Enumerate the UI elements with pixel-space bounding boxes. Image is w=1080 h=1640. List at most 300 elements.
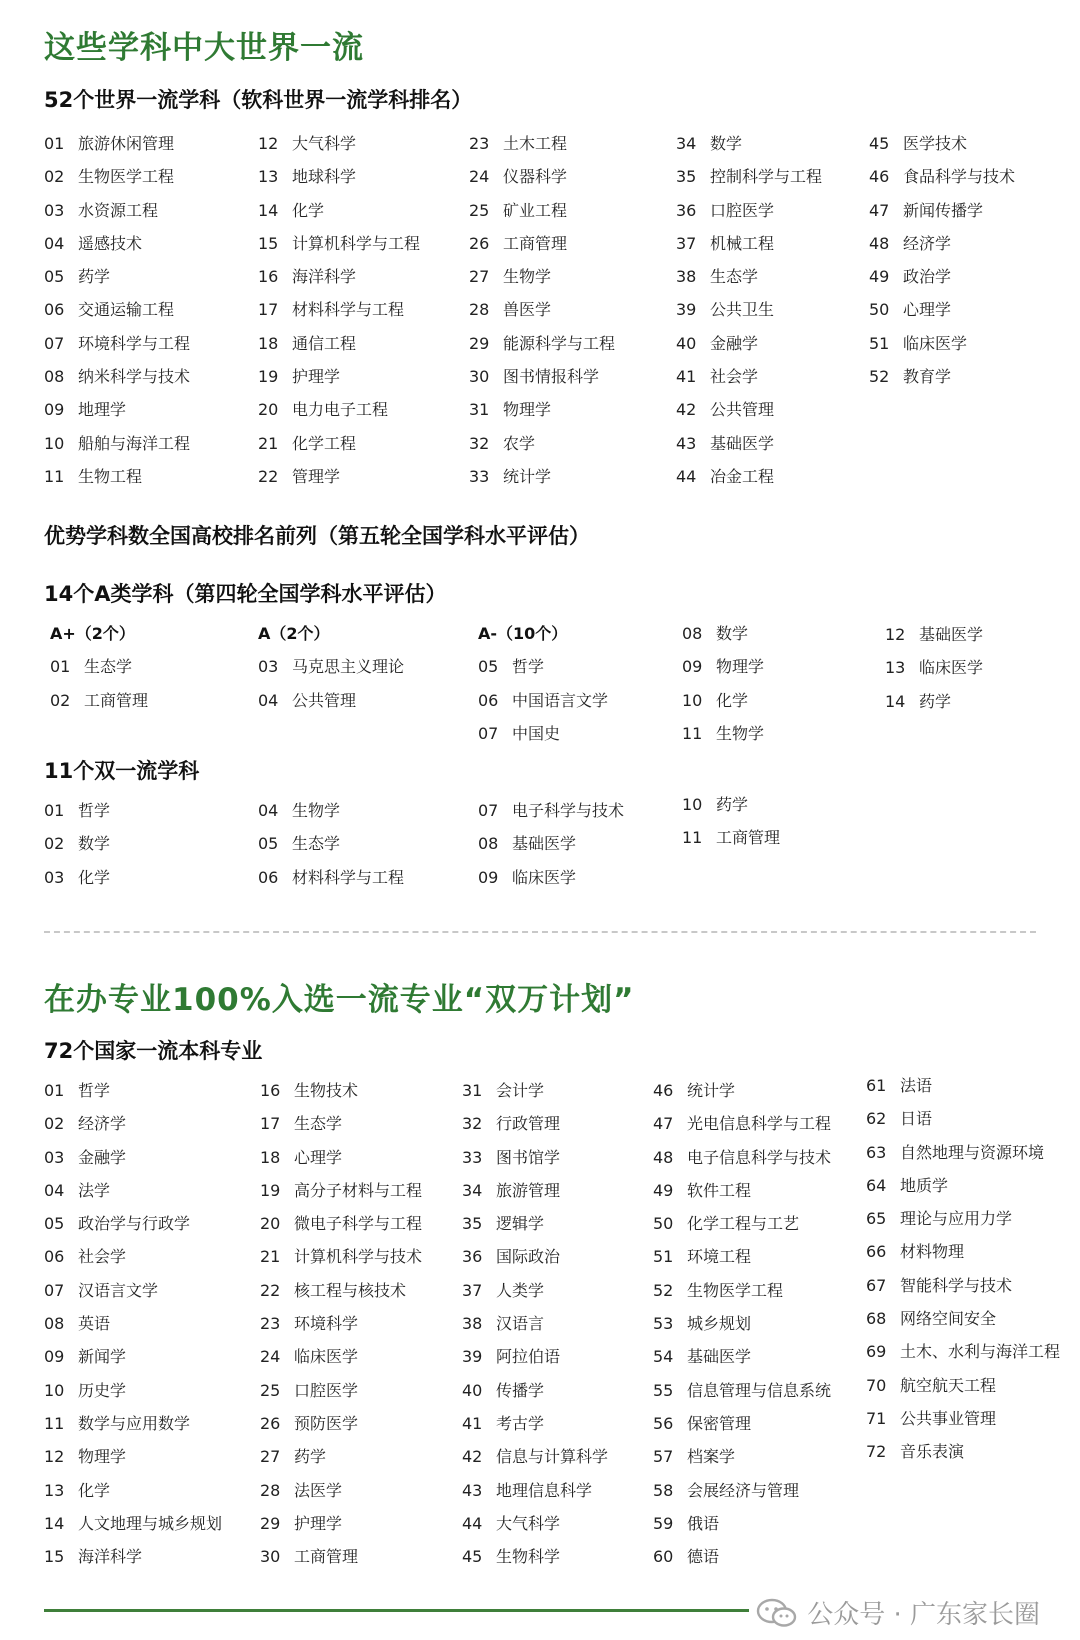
list-item bbox=[462, 1141, 608, 1174]
item-label: 交通运输工程 bbox=[78, 300, 175, 320]
list-item bbox=[653, 1507, 831, 1540]
item-number: 18 bbox=[258, 333, 279, 353]
item-number: 71 bbox=[866, 1408, 887, 1428]
item-number: 20 bbox=[260, 1214, 281, 1234]
list-item bbox=[478, 861, 624, 894]
a-col-4 bbox=[682, 617, 764, 750]
item-label: 旅游管理 bbox=[496, 1180, 561, 1200]
item-number: 31 bbox=[462, 1081, 483, 1100]
item-number: 02 bbox=[50, 690, 71, 710]
list-item bbox=[462, 1407, 608, 1440]
list-item bbox=[866, 1169, 1060, 1202]
item-number: 07 bbox=[44, 333, 65, 353]
item-label: 新闻传播学 bbox=[903, 200, 984, 220]
item-label: 高分子材料与工程 bbox=[294, 1180, 423, 1200]
item-number: 02 bbox=[44, 167, 65, 187]
list-item bbox=[258, 327, 420, 360]
item-number: 68 bbox=[866, 1309, 887, 1329]
list-item bbox=[44, 1540, 222, 1573]
item-label: 生物学 bbox=[503, 267, 552, 287]
list-item bbox=[50, 650, 148, 683]
list-item bbox=[258, 650, 404, 683]
item-label: 环境工程 bbox=[687, 1247, 752, 1267]
list-item bbox=[676, 460, 822, 493]
item-label: 生态学 bbox=[710, 267, 759, 287]
item-label: 网络空间安全 bbox=[900, 1309, 997, 1329]
item-label: 物理学 bbox=[716, 657, 765, 677]
list-item bbox=[469, 360, 615, 393]
item-label: 药学 bbox=[716, 795, 749, 814]
item-number: 72 bbox=[866, 1442, 887, 1462]
list-item bbox=[44, 1507, 222, 1540]
item-label: 信息与计算科学 bbox=[496, 1447, 609, 1467]
item-label: 兽医学 bbox=[503, 300, 552, 320]
list-item bbox=[478, 684, 608, 717]
list-item bbox=[869, 127, 1015, 160]
item-number: 01 bbox=[44, 801, 65, 820]
item-label: 计算机科学与工程 bbox=[292, 233, 421, 253]
item-label: 化学工程 bbox=[292, 433, 357, 453]
list-item bbox=[44, 1374, 222, 1407]
item-number: 32 bbox=[469, 433, 490, 453]
list-item bbox=[260, 1107, 422, 1140]
item-label: 地球科学 bbox=[292, 167, 357, 187]
item-label: 环境科学 bbox=[294, 1314, 359, 1334]
item-number: 43 bbox=[676, 433, 697, 453]
item-label: 会展经济与管理 bbox=[687, 1480, 800, 1500]
list-item bbox=[258, 794, 404, 827]
item-label: 心理学 bbox=[903, 300, 952, 320]
item-number: 04 bbox=[44, 1180, 65, 1200]
item-number: 09 bbox=[44, 1347, 65, 1367]
item-label: 人类学 bbox=[496, 1280, 545, 1300]
list-item bbox=[869, 327, 1015, 360]
list-item bbox=[44, 827, 110, 860]
item-label: 公共事业管理 bbox=[900, 1408, 997, 1428]
item-label: 基础医学 bbox=[919, 625, 984, 644]
item-label: 英语 bbox=[78, 1314, 111, 1334]
item-label: 信息管理与信息系统 bbox=[687, 1380, 832, 1400]
list-item bbox=[44, 127, 190, 160]
item-number: 60 bbox=[653, 1547, 674, 1567]
item-number: 49 bbox=[653, 1180, 674, 1200]
list-item bbox=[653, 1240, 831, 1273]
item-label: 公共管理 bbox=[292, 690, 357, 710]
item-label: 德语 bbox=[687, 1547, 720, 1567]
list-item bbox=[258, 360, 420, 393]
list-item bbox=[676, 360, 822, 393]
item-number: 48 bbox=[653, 1147, 674, 1167]
item-number: 12 bbox=[258, 134, 279, 153]
item-number: 39 bbox=[676, 300, 697, 320]
item-number: 02 bbox=[44, 834, 65, 854]
list-item bbox=[869, 360, 1015, 393]
item-label: 遥感技术 bbox=[78, 233, 143, 253]
item-label: 数学 bbox=[78, 834, 111, 854]
item-number: 38 bbox=[462, 1314, 483, 1334]
major-col-1 bbox=[44, 1074, 222, 1573]
item-label: 地质学 bbox=[900, 1175, 949, 1195]
item-label: 会计学 bbox=[496, 1081, 545, 1100]
item-number: 35 bbox=[676, 167, 697, 187]
list-item bbox=[653, 1274, 831, 1307]
list-item bbox=[258, 393, 420, 426]
item-number: 19 bbox=[258, 367, 279, 387]
list-item bbox=[676, 293, 822, 326]
item-label: 土木、水利与海洋工程 bbox=[900, 1342, 1061, 1362]
item-number: 69 bbox=[866, 1342, 887, 1362]
item-number: 27 bbox=[469, 267, 490, 287]
item-label: 生物医学工程 bbox=[78, 167, 175, 187]
item-number: 09 bbox=[682, 657, 703, 677]
item-number: 52 bbox=[869, 367, 890, 387]
list-item bbox=[260, 1240, 422, 1273]
item-number: 21 bbox=[258, 433, 279, 453]
item-number: 05 bbox=[478, 657, 499, 677]
list-item bbox=[260, 1374, 422, 1407]
item-number: 37 bbox=[462, 1280, 483, 1300]
a-items bbox=[258, 650, 404, 717]
list-item bbox=[478, 717, 608, 750]
item-label: 临床医学 bbox=[512, 867, 577, 887]
item-number: 45 bbox=[869, 134, 890, 153]
item-number: 25 bbox=[469, 200, 490, 220]
item-number: 33 bbox=[462, 1147, 483, 1167]
item-number: 42 bbox=[462, 1447, 483, 1467]
item-number: 24 bbox=[469, 167, 490, 187]
item-label: 航空航天工程 bbox=[900, 1375, 997, 1395]
item-label: 生物技术 bbox=[294, 1081, 359, 1100]
item-label: 化学 bbox=[78, 867, 111, 887]
world-col-2 bbox=[258, 127, 420, 493]
list-item bbox=[44, 160, 190, 193]
item-label: 公共管理 bbox=[710, 400, 775, 420]
item-number: 50 bbox=[869, 300, 890, 320]
item-number: 50 bbox=[653, 1214, 674, 1234]
dfc-col-2 bbox=[258, 794, 404, 894]
item-label: 电子科学与技术 bbox=[512, 801, 625, 820]
list-item bbox=[462, 1240, 608, 1273]
list-item bbox=[682, 821, 780, 854]
item-number: 17 bbox=[258, 300, 279, 320]
item-number: 29 bbox=[260, 1513, 281, 1533]
item-label: 软件工程 bbox=[687, 1180, 752, 1200]
item-label: 心理学 bbox=[294, 1147, 343, 1167]
list-item bbox=[258, 227, 420, 260]
item-label: 社会学 bbox=[78, 1247, 127, 1267]
item-label: 药学 bbox=[294, 1447, 327, 1467]
list-item bbox=[866, 1235, 1060, 1268]
list-item bbox=[653, 1474, 831, 1507]
major-col-5 bbox=[866, 1069, 1060, 1469]
item-number: 20 bbox=[258, 400, 279, 420]
item-number: 23 bbox=[260, 1314, 281, 1334]
item-number: 67 bbox=[866, 1275, 887, 1295]
item-label: 旅游休闲管理 bbox=[78, 134, 175, 153]
item-number: 30 bbox=[469, 367, 490, 387]
item-label: 水资源工程 bbox=[78, 200, 159, 220]
item-number: 45 bbox=[462, 1547, 483, 1567]
item-label: 基础医学 bbox=[687, 1347, 752, 1367]
item-label: 船舶与海洋工程 bbox=[78, 433, 191, 453]
item-number: 26 bbox=[260, 1413, 281, 1433]
item-number: 10 bbox=[682, 795, 703, 814]
list-item bbox=[44, 1440, 222, 1473]
list-item bbox=[676, 227, 822, 260]
item-number: 07 bbox=[44, 1280, 65, 1300]
list-item bbox=[866, 1136, 1060, 1169]
list-item bbox=[44, 1074, 222, 1107]
item-label: 经济学 bbox=[903, 233, 952, 253]
item-number: 41 bbox=[462, 1413, 483, 1433]
list-item bbox=[676, 194, 822, 227]
list-item bbox=[44, 393, 190, 426]
item-number: 07 bbox=[478, 801, 499, 820]
item-number: 28 bbox=[260, 1480, 281, 1500]
list-item bbox=[44, 1474, 222, 1507]
item-number: 55 bbox=[653, 1380, 674, 1400]
item-number: 11 bbox=[44, 1413, 65, 1433]
item-label: 临床医学 bbox=[919, 658, 984, 678]
list-item bbox=[885, 651, 983, 684]
item-number: 47 bbox=[653, 1114, 674, 1134]
item-number: 11 bbox=[682, 723, 703, 743]
item-number: 36 bbox=[462, 1247, 483, 1267]
item-label: 日语 bbox=[900, 1109, 933, 1129]
list-item bbox=[44, 1307, 222, 1340]
dfc-col-3 bbox=[478, 794, 624, 894]
item-number: 05 bbox=[258, 834, 279, 854]
a-col-1 bbox=[50, 617, 148, 717]
item-number: 43 bbox=[462, 1480, 483, 1500]
list-item bbox=[44, 194, 190, 227]
list-item bbox=[653, 1074, 831, 1107]
list-item bbox=[653, 1107, 831, 1140]
item-label: 法学 bbox=[78, 1180, 111, 1200]
list-item bbox=[44, 794, 110, 827]
item-number: 21 bbox=[260, 1247, 281, 1267]
list-item bbox=[258, 160, 420, 193]
item-number: 17 bbox=[260, 1114, 281, 1134]
item-label: 中国语言文学 bbox=[512, 690, 609, 710]
world-subjects-title: 52个世界一流学科（软科世界一流学科排名） bbox=[44, 88, 473, 112]
list-item bbox=[462, 1274, 608, 1307]
world-col-5 bbox=[869, 127, 1015, 393]
item-label: 智能科学与技术 bbox=[900, 1275, 1013, 1295]
item-label: 临床医学 bbox=[294, 1347, 359, 1367]
item-number: 41 bbox=[676, 367, 697, 387]
a-col-5 bbox=[885, 618, 983, 718]
item-number: 14 bbox=[258, 200, 279, 220]
item-number: 04 bbox=[258, 690, 279, 710]
major-col-2 bbox=[260, 1074, 422, 1573]
item-label: 化学工程与工艺 bbox=[687, 1214, 800, 1234]
item-label: 中国史 bbox=[512, 723, 561, 743]
item-number: 06 bbox=[478, 690, 499, 710]
item-label: 地理信息科学 bbox=[496, 1480, 593, 1500]
list-item bbox=[682, 717, 764, 750]
a-plus-items bbox=[50, 650, 148, 717]
item-number: 31 bbox=[469, 400, 490, 420]
item-number: 03 bbox=[44, 200, 65, 220]
item-label: 物理学 bbox=[503, 400, 552, 420]
list-item bbox=[260, 1174, 422, 1207]
item-number: 38 bbox=[676, 267, 697, 287]
item-label: 马克思主义理论 bbox=[292, 657, 405, 677]
item-number: 59 bbox=[653, 1513, 674, 1533]
item-number: 34 bbox=[676, 134, 697, 153]
item-label: 护理学 bbox=[294, 1513, 343, 1533]
list-item bbox=[44, 1274, 222, 1307]
item-number: 32 bbox=[462, 1114, 483, 1134]
item-label: 哲学 bbox=[78, 1081, 111, 1100]
list-item bbox=[44, 1107, 222, 1140]
item-number: 14 bbox=[885, 691, 906, 711]
item-label: 物理学 bbox=[78, 1447, 127, 1467]
item-number: 51 bbox=[869, 333, 890, 353]
item-number: 46 bbox=[869, 167, 890, 187]
list-item bbox=[258, 427, 420, 460]
item-label: 电子信息科学与技术 bbox=[687, 1147, 832, 1167]
list-item bbox=[469, 260, 615, 293]
list-item bbox=[676, 427, 822, 460]
a-class-title: 14个A类学科（第四轮全国学科水平评估） bbox=[44, 582, 447, 606]
item-label: 逻辑学 bbox=[496, 1214, 545, 1234]
list-item bbox=[260, 1540, 422, 1573]
item-label: 新闻学 bbox=[78, 1347, 127, 1367]
list-item bbox=[676, 160, 822, 193]
item-label: 化学 bbox=[716, 690, 749, 710]
item-label: 统计学 bbox=[503, 466, 552, 486]
item-label: 微电子科学与工程 bbox=[294, 1214, 423, 1234]
item-number: 16 bbox=[260, 1081, 281, 1100]
dfc-col-1 bbox=[44, 794, 110, 894]
item-label: 音乐表演 bbox=[900, 1442, 965, 1462]
item-label: 基础医学 bbox=[710, 433, 775, 453]
item-label: 地理学 bbox=[78, 400, 127, 420]
item-label: 数学 bbox=[716, 624, 749, 643]
item-label: 自然地理与资源环境 bbox=[900, 1142, 1045, 1162]
list-item bbox=[462, 1174, 608, 1207]
item-label: 材料科学与工程 bbox=[292, 300, 405, 320]
item-number: 61 bbox=[866, 1076, 887, 1095]
list-item bbox=[469, 327, 615, 360]
item-number: 10 bbox=[44, 433, 65, 453]
item-number: 12 bbox=[44, 1447, 65, 1467]
item-number: 64 bbox=[866, 1175, 887, 1195]
section-divider bbox=[44, 931, 1036, 933]
item-label: 图书馆学 bbox=[496, 1147, 561, 1167]
item-number: 30 bbox=[260, 1547, 281, 1567]
item-number: 09 bbox=[44, 400, 65, 420]
list-item bbox=[260, 1141, 422, 1174]
item-label: 医学技术 bbox=[903, 134, 968, 153]
item-label: 土木工程 bbox=[503, 134, 568, 153]
item-number: 26 bbox=[469, 233, 490, 253]
item-number: 03 bbox=[44, 867, 65, 887]
list-item bbox=[653, 1207, 831, 1240]
list-item bbox=[462, 1207, 608, 1240]
item-number: 08 bbox=[478, 834, 499, 854]
item-label: 核工程与核技术 bbox=[294, 1280, 407, 1300]
item-label: 法语 bbox=[900, 1076, 933, 1095]
item-number: 58 bbox=[653, 1480, 674, 1500]
item-label: 能源科学与工程 bbox=[503, 333, 616, 353]
item-number: 25 bbox=[260, 1380, 281, 1400]
item-number: 01 bbox=[44, 1081, 65, 1100]
item-label: 药学 bbox=[78, 267, 111, 287]
item-number: 44 bbox=[676, 466, 697, 486]
list-item bbox=[44, 427, 190, 460]
item-label: 海洋科学 bbox=[78, 1547, 143, 1567]
list-item bbox=[682, 788, 780, 821]
list-item bbox=[653, 1374, 831, 1407]
item-label: 政治学 bbox=[903, 267, 952, 287]
list-item bbox=[462, 1307, 608, 1340]
list-item bbox=[258, 194, 420, 227]
item-label: 社会学 bbox=[710, 367, 759, 387]
list-item bbox=[866, 1102, 1060, 1135]
list-item bbox=[653, 1307, 831, 1340]
list-item bbox=[885, 685, 983, 718]
item-number: 05 bbox=[44, 267, 65, 287]
item-label: 材料物理 bbox=[900, 1242, 965, 1262]
item-label: 口腔医学 bbox=[294, 1380, 359, 1400]
item-number: 39 bbox=[462, 1347, 483, 1367]
item-number: 12 bbox=[885, 625, 906, 644]
item-number: 01 bbox=[44, 134, 65, 153]
list-item bbox=[258, 293, 420, 326]
list-item bbox=[653, 1340, 831, 1373]
item-number: 40 bbox=[676, 333, 697, 353]
list-item bbox=[258, 861, 404, 894]
item-number: 03 bbox=[44, 1147, 65, 1167]
item-label: 环境科学与工程 bbox=[78, 333, 191, 353]
item-number: 53 bbox=[653, 1314, 674, 1334]
item-number: 09 bbox=[478, 867, 499, 887]
list-item bbox=[869, 227, 1015, 260]
item-number: 42 bbox=[676, 400, 697, 420]
item-label: 理论与应用力学 bbox=[900, 1209, 1013, 1229]
item-label: 考古学 bbox=[496, 1413, 545, 1433]
a-col-2 bbox=[258, 617, 404, 717]
list-item bbox=[469, 160, 615, 193]
item-label: 食品科学与技术 bbox=[903, 167, 1016, 187]
item-label: 护理学 bbox=[292, 367, 341, 387]
item-label: 保密管理 bbox=[687, 1413, 752, 1433]
item-number: 51 bbox=[653, 1247, 674, 1267]
list-item bbox=[258, 460, 420, 493]
item-number: 46 bbox=[653, 1081, 674, 1100]
item-number: 13 bbox=[44, 1480, 65, 1500]
list-item bbox=[869, 160, 1015, 193]
item-number: 66 bbox=[866, 1242, 887, 1262]
item-number: 11 bbox=[682, 828, 703, 848]
list-item bbox=[478, 650, 608, 683]
item-label: 公共卫生 bbox=[710, 300, 775, 320]
list-item bbox=[469, 127, 615, 160]
item-label: 基础医学 bbox=[512, 834, 577, 854]
list-item bbox=[44, 260, 190, 293]
item-label: 通信工程 bbox=[292, 333, 357, 353]
item-label: 化学 bbox=[292, 200, 325, 220]
list-item bbox=[866, 1302, 1060, 1335]
item-label: 控制科学与工程 bbox=[710, 167, 823, 187]
item-number: 34 bbox=[462, 1180, 483, 1200]
item-number: 65 bbox=[866, 1209, 887, 1229]
national-majors-title: 72个国家一流本科专业 bbox=[44, 1039, 263, 1063]
list-item bbox=[260, 1407, 422, 1440]
